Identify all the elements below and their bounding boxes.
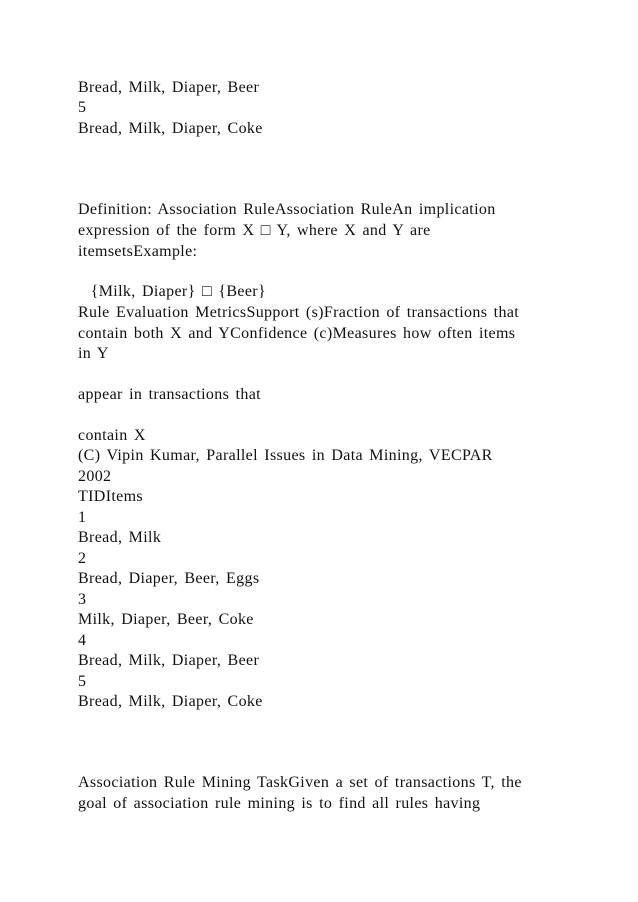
text-line: Bread, Milk, Diaper, Coke bbox=[78, 693, 263, 710]
text-line: Bread, Milk, Diaper, Beer bbox=[78, 79, 260, 96]
text-line: Rule Evaluation MetricsSupport (s)Fraction of transactions that bbox=[78, 304, 520, 321]
text-line: Definition: Association RuleAssociation RuleAn implication bbox=[78, 201, 496, 218]
text-line: TIDItems bbox=[78, 488, 144, 505]
text-line: appear in transactions that bbox=[78, 386, 261, 403]
text-line: 4 bbox=[78, 632, 87, 649]
text-line: Bread, Diaper, Beer, Eggs bbox=[78, 570, 260, 587]
text-line: contain X bbox=[78, 427, 146, 444]
text-line: Bread, Milk, Diaper, Coke bbox=[78, 120, 263, 137]
text-line: 3 bbox=[78, 591, 87, 608]
text-line: Bread, Milk bbox=[78, 529, 162, 546]
text-line: {Milk, Diaper} □ {Beer} bbox=[78, 283, 266, 300]
text-line: goal of association rule mining is to find all rules having bbox=[78, 795, 481, 812]
text-line: Milk, Diaper, Beer, Coke bbox=[78, 611, 254, 628]
text-line: 1 bbox=[78, 509, 87, 526]
text-line: 5 bbox=[78, 99, 87, 116]
text-line: contain both X and YConfidence (c)Measures how often items bbox=[78, 325, 516, 342]
text-line: 2002 bbox=[78, 468, 112, 485]
text-line: in Y bbox=[78, 345, 109, 362]
text-line: Association Rule Mining TaskGiven a set of transactions T, the bbox=[78, 774, 522, 791]
text-line: itemsetsExample: bbox=[78, 243, 198, 260]
text-line: 2 bbox=[78, 550, 87, 567]
text-line: expression of the form X □ Y, where X and Y are bbox=[78, 222, 431, 239]
text-line: 5 bbox=[78, 673, 87, 690]
text-line: (C) Vipin Kumar, Parallel Issues in Data Mining, VECPAR bbox=[78, 447, 493, 464]
text-line: Bread, Milk, Diaper, Beer bbox=[78, 652, 260, 669]
